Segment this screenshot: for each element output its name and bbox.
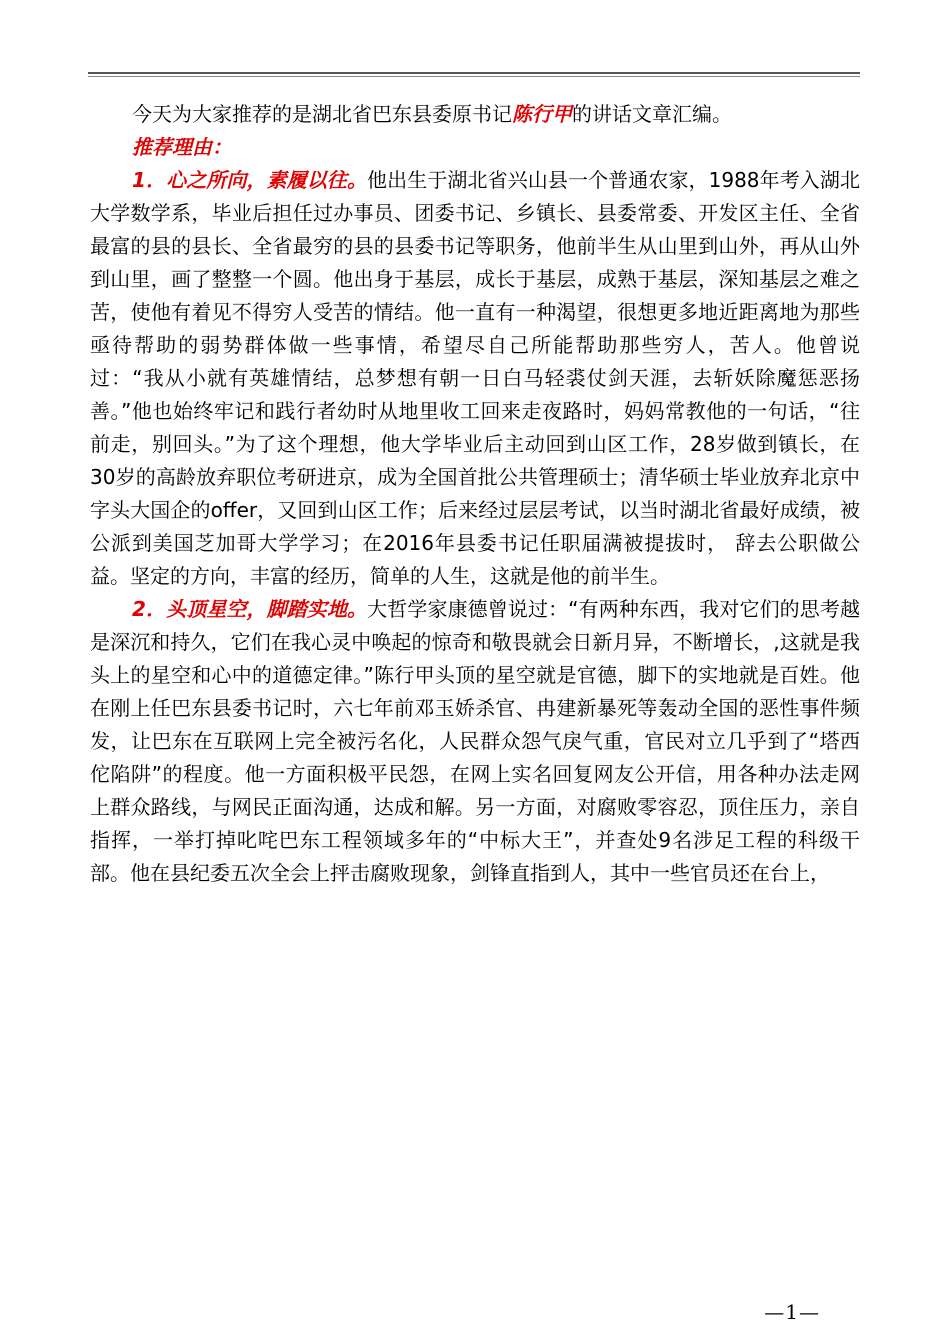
page-number: —1— — [764, 1300, 820, 1324]
author-name: 陈行甲 — [512, 102, 572, 126]
intro-prefix: 今天为大家推荐的是湖北省巴东县委原书记 — [132, 102, 512, 126]
intro-paragraph — [90, 98, 860, 131]
reasons-heading-paragraph — [90, 131, 860, 164]
section-body-2: 大哲学家康德曾说过：“有两种东西，我对它们的思考越是深沉和持久，它们在我心灵中唤起的惊奇和敬畏就会日新月异，不断增长，,这就是我头上的星空和心中的道德定律。”陈行甲头顶的星空就是官德，脚下的实地就是百姓。他在刚上任巴东县委书记时，六七年前邓玉娇杀官、冉建新暴死等轰动全国的恶性事件频发，让巴东在互联网上完全被污名化，人民群众怨气戾气重，官民对立几乎到了“塔西佗陷阱”的程度。他一方面积极平民怨，在网上实名回复网友公开信，用各种办法走网上群众路线，与网民正面沟通，达成和解。另一方面，对腐败零容忍，顶住压力，亲自指挥，一举打掉叱咤巴东工程领域多年的“中标大王”，并查处9名涉足工程的科级干部。他在县纪委五次全会上抨击腐败现象，剑锋直指到人，其中一些官员还在台上， — [90, 597, 860, 885]
section-heading-1: 1．心之所向，素履以往。 — [132, 168, 368, 192]
document-body — [90, 98, 860, 890]
section-paragraph-2 — [90, 593, 860, 890]
section-body-1: 他出生于湖北省兴山县一个普通农家，1988年考入湖北大学数学系，毕业后担任过办事员、团委书记、乡镇长、县委常委、开发区主任、全省最富的县的县长、全省最穷的县的县委书记等职务，他前半生从山里到山外，再从山外到山里，画了整整一个圆。他出身于基层，成长于基层，成熟于基层，深知基层之难之苦，使他有着见不得穷人受苦的情结。他一直有一种渴望，很想更多地近距离地为那些亟待帮助的弱势群体做一些事情，希望尽自己所能帮助那些穷人，苦人。他曾说过：“我从小就有英雄情结，总梦想有朝一日白马轻裘仗剑天涯，去斩妖除魔惩恶扬善。”他也始终牢记和践行者幼时从地里收工回来走夜路时，妈妈常教他的一句话，“往前走，别回头。”为了这个理想，他大学毕业后主动回到山区工作，28岁做到镇长，在30岁的高龄放弃职位考研进京，成为全国首批公共管理硕士；清华硕士毕业放弃北京中字头大国企的offer，又回到山区工作；后来经过层层考试，以当时湖北省最好成绩，被公派到美国芝加哥大学学习；在2016年县委书记任职届满被提拔时， 辞去公职做公益。坚定的方向，丰富的经历，简单的人生，这就是他的前半生。 — [90, 168, 860, 588]
header-rule — [88, 72, 860, 74]
section-heading-2: 2．头顶星空，脚踏实地。 — [132, 597, 368, 621]
section-paragraph-1 — [90, 164, 860, 593]
intro-suffix: 的讲话文章汇编。 — [572, 102, 732, 126]
reasons-heading: 推荐理由： — [132, 135, 232, 159]
